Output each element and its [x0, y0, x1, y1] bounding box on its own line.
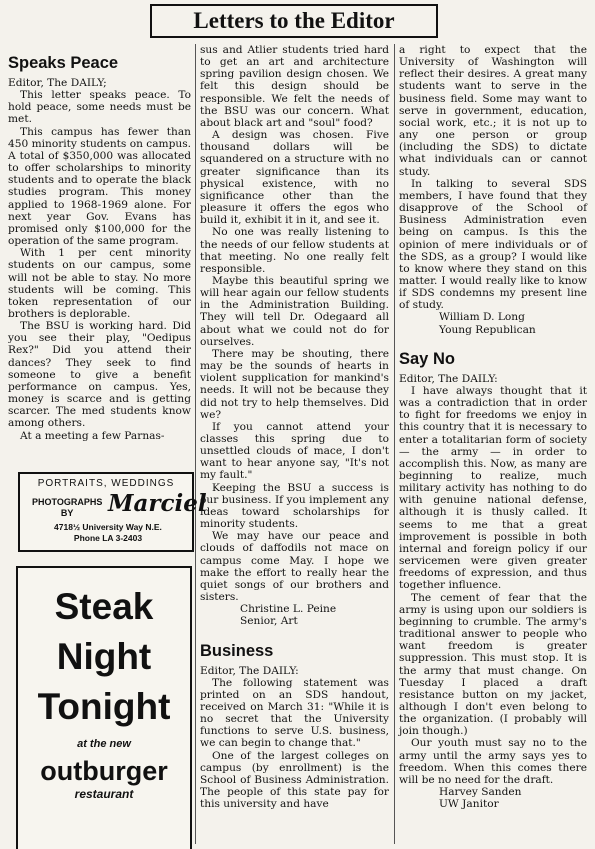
letter-paragraph: sus and Atlier students tried hard to get an art and architecture spring pavilion design chosen. We felt this design should be responsible. We felt the needs of the BSU was our concern. What about black art and "soul" food? — [200, 44, 389, 129]
letter-paragraph: With 1 per cent minority students on our campus, some will not be able to stay. No more students will be coming. This token representation of our brothers is deplorable. — [8, 247, 191, 320]
letter-paragraph: The BSU is working hard. Did you see their play, "Oedipus Rex?" Did you attend their dances? They seek to find someone to give a benefit performance on campus. Yes, money is scarce and is getting scarcer. The med students know among others. — [8, 320, 191, 430]
letter-signature-title: Senior, Art — [240, 615, 298, 628]
column-rule — [394, 44, 395, 844]
ad-steak-subline: at the new — [77, 738, 131, 750]
letter-paragraph: Editor, The DAILY: — [399, 372, 498, 385]
letter-paragraph: We may have our peace and clouds of daffodils not mace on campus come May. I hope we make the effort to really hear the quiet songs of our brothers and sisters. — [200, 530, 389, 604]
ad-steak-line: Tonight — [37, 686, 171, 727]
letter-paragraph: Maybe this beautiful spring we will hear again our fellow students in the Administration Building. They will tell Dr. Odegaard all about what we could not do for ourselves. — [200, 274, 389, 348]
letter-paragraph: One of the largest colleges on campus (by enrollment) is the School of Business Administration. The people of this state pay for this university and have — [200, 749, 389, 811]
ad-portraits-contact — [20, 522, 196, 544]
column-2 — [200, 44, 389, 810]
ad-portraits-label-line: BY — [60, 508, 74, 518]
letter-headline: Speaks Peace — [8, 54, 119, 72]
letter-paragraph: This letter speaks peace. To hold peace, some needs must be met. — [8, 89, 191, 126]
ad-steak-subline: restaurant — [74, 787, 134, 801]
letter-signature: Harvey Sanden — [439, 786, 522, 799]
advertisement-steak-night — [16, 566, 192, 849]
letter-paragraph: No one was really listening to the needs of our fellow students at that meeting. No one really felt responsible. — [200, 226, 389, 275]
letter-paragraph: If you cannot attend your classes this spring due to unsettled clouds of mace, I don't want to hear anyone say, "It's not my fault." — [200, 420, 389, 482]
column-rule — [195, 44, 196, 844]
letter-signature: Christine L. Peine — [240, 603, 337, 616]
letter-paragraph: A design was chosen. Five thousand dollars will be squandered on a structure with no greater significance than its physical existence, with no significance other than the pleasure it offers the egos who build it, exhibit it in it, and see it. — [200, 129, 389, 227]
ad-portraits-phone: Phone LA 3-2403 — [73, 533, 143, 543]
letter-paragraph: At a meeting a few Parnas- — [20, 429, 165, 442]
ad-steak-brand: outburger — [40, 756, 168, 786]
page-title: Letters to the Editor — [150, 4, 438, 38]
ad-portraits-label-line: PHOTOGRAPHS — [32, 497, 103, 507]
letter-paragraph: Keeping the BSU a success is our business. If you implement any ideas toward scholarships for minority students. — [200, 481, 389, 531]
ad-steak-line: Night — [56, 636, 152, 677]
letter-signature-title: UW Janitor — [439, 798, 499, 811]
letter-paragraph: In talking to several SDS members, I have found that they disapprove of the School of Business Administration even being on campus. Is this the opinion of mere individuals or of the SDS, as a group? I would like to know where they stand on this matter. I would really like to know if SDS condemns my present line of study. — [399, 177, 587, 312]
ad-portraits-address: 4718½ University Way N.E. — [54, 522, 162, 532]
letter-paragraph: The following statement was printed on an SDS handout, received on March 31: "While it is no secret that the University functions to serve U.S. business, we can begin to change that." — [200, 676, 389, 750]
letter-headline: Business — [200, 641, 274, 660]
ad-portraits-label — [32, 497, 102, 519]
letter-paragraph: The cement of fear that the army is using upon our soldiers is beginning to crumble. The army's traditional answer to people who want freedom is greater suppression. This must stop. It is the army that must change. On Tuesday I placed a draft resistance button on my jacket, although I don't even belong to the organization. (I probably will join though.) — [399, 591, 587, 738]
advertisement-portraits — [18, 472, 207, 552]
column-1 — [8, 54, 191, 442]
letter-paragraph: This campus has fewer than 450 minority students on campus. A total of $350,000 was allocated to offer scholarships to minority students and to operate the black studies program. This money applied to 1968-1969 alone. For next year Gov. Evans has promised only $100,000 for the operation of the same program. — [8, 125, 192, 248]
letter-headline: Say No — [399, 349, 455, 368]
letter-signature: William D. Long — [439, 311, 525, 324]
letter-paragraph: I have always thought that it was a contradiction that in order to fight for freedoms we enjoy in this country that it is necessary to enter a totalitarian form of society — the army — in order to accomplish this. Now, as many are beginning to realize, much military activity has nothing to do with genuine national defense, although it is thusly called. It seems to me that a great improvement is possible in both internal and foreign policy if our servicemen were given greater freedoms of expression, and thus together influence. — [399, 384, 587, 592]
column-3 — [399, 44, 587, 810]
letter-paragraph: There may be shouting, there may be the sounds of hearts in violent supplication for mankind's needs. It will not be because they did not try to help themselves. Did we? — [200, 347, 389, 421]
ad-steak-line: Steak — [54, 586, 154, 627]
letter-paragraph: Our youth must say no to the army until the army says yes to freedom. When this comes there will be no need for the draft. — [399, 737, 587, 786]
letter-signature-title: Young Republican — [439, 323, 536, 336]
letter-paragraph: Editor, The DAILY; — [8, 77, 107, 89]
letter-paragraph: a right to expect that the University of Washington will reflect their desires. A great many students want to serve in the business field. Some may want to serve in government, education, social work, etc.; it is not up to any one person or group (including the SDS) to dictate what individuals can or cannot study. — [399, 44, 587, 178]
ad-portraits-heading: PORTRAITS, WEDDINGS — [37, 478, 175, 489]
ad-portraits-logo: Marciel — [108, 490, 207, 517]
letter-paragraph: Editor, The DAILY: — [200, 664, 299, 677]
